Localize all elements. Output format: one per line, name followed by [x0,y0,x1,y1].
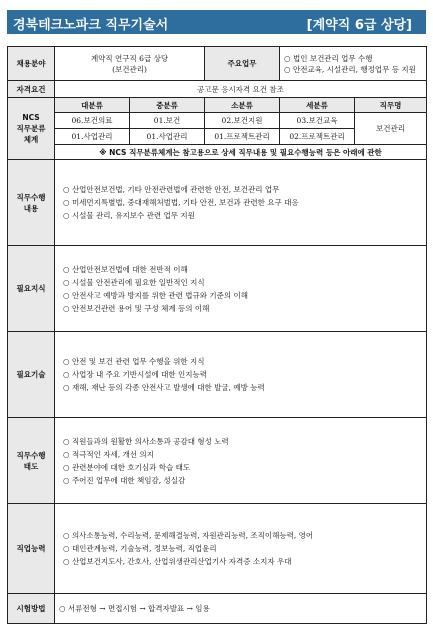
section-label: 직무수행 내용 [8,160,55,246]
ncs-header-minor: 소분류 [205,98,280,113]
ncs-note: ※ NCS 직무분류체계는 참고용으로 상세 직무내용 및 필요수행능력 등은 아래에 관한 [55,145,427,160]
ncs-job-name: 보건관리 [355,113,427,145]
list-item: ○ 직원들과의 원활한 의사소통과 공감대 형성 노력 [63,435,422,448]
list-item: ○ 산업보건지도사, 간호사, 산업위생관리산업기사 자격증 소지자 우대 [63,555,422,568]
list-item: ○ 안전보건관련 용어 및 구성 체계 등의 이해 [63,302,422,315]
qualification-label: 자격요건 [8,81,55,98]
section-knowledge [8,246,427,332]
ncs-row-1: 06.보건의료 01.보건 02.보건지원 03.보건교육 보건관리 [8,113,427,129]
field-label: 채용분야 [8,47,55,81]
list-item: ○ 관련분야에 대한 호기심과 학습 태도 [63,461,422,474]
qualification-value: 공고문 응시자격 요건 참조 [55,81,427,98]
ncs-header-detail: 세분류 [280,98,355,113]
section-label: 필요기술 [8,332,55,418]
list-item: ○ 대인관계능력, 기술능력, 정보능력, 직업윤리 [63,542,422,555]
list-item: ○ 미세먼지특별법, 중대재해처벌법, 기타 안전, 보건과 관련한 요구 대응 [63,196,422,209]
section-competency [8,504,427,594]
ncs-header-job: 직무명 [355,98,427,113]
ncs-label: NCS 직무분류 체계 [8,98,55,160]
section-duties [8,160,427,246]
ncs-note-row [8,145,427,160]
list-item: ○ 시설물 관리, 유지보수 관련 업무 지원 [63,209,422,222]
list-item: ○ 주어진 업무에 대한 책임감, 성실감 [63,474,422,487]
job-description-table [7,46,427,624]
position-grade: [계약직 6급 상당] [306,18,412,33]
ncs-header-middle: 중분류 [130,98,205,113]
list-item: ○ 안전 및 보건 관련 업무 수행을 위한 지식 [63,355,422,368]
section-label: 필요지식 [8,246,55,332]
recruit-row [8,47,427,81]
list-item: ○ 산업안전보건법에 대한 전반적 이해 [63,263,422,276]
qualification-row [8,81,427,98]
list-item: ○ 재해, 재난 등의 각종 안전사고 발생에 대한 발굴, 예방 능력 [63,381,422,394]
document-title: 경북테크노파크 직무기술서 [13,18,169,33]
list-item: ○ 안전사고 예방과 방지를 위한 관련 법규와 기준의 이해 [63,289,422,302]
method-row [8,594,427,624]
list-item: ○ 적극적인 자세, 개선 의지 [63,448,422,461]
ncs-row-2: 01.사업관리 01.사업관리 01.프로젝트관리 02.프로젝트관리 [8,129,427,145]
title-banner [7,10,426,34]
duties-value: ○ 법인 보건관리 업무 수행 ○ 안전교육, 시설관리, 행정업무 등 지원 [280,47,427,81]
duties-label: 주요업무 [205,47,280,81]
section-skills [8,332,427,418]
section-label: 직무수행 태도 [8,418,55,504]
field-value: 계약직 연구직 6급 상당 (보건관리) [55,47,205,81]
method-label: 시험방법 [8,594,55,624]
list-item: ○ 시설물 안전관리에 필요한 일반적인 지식 [63,276,422,289]
list-item: ○ 산업안전보건법, 기타 안전관련법에 관련한 안전, 보건관리 업무 [63,183,422,196]
section-attitude [8,418,427,504]
ncs-header-row [8,98,427,113]
list-item: ○ 의사소통능력, 수리능력, 문제해결능력, 자원관리능력, 조직이해능력, 영어 [63,529,422,542]
list-item: ○ 사업장 내 주요 기반시설에 대한 인지능력 [63,368,422,381]
ncs-header-major: 대분류 [55,98,130,113]
section-label: 직업능력 [8,504,55,594]
method-value: ○ 서류전형 → 면접시험 → 합격자발표 → 임용 [55,594,427,624]
